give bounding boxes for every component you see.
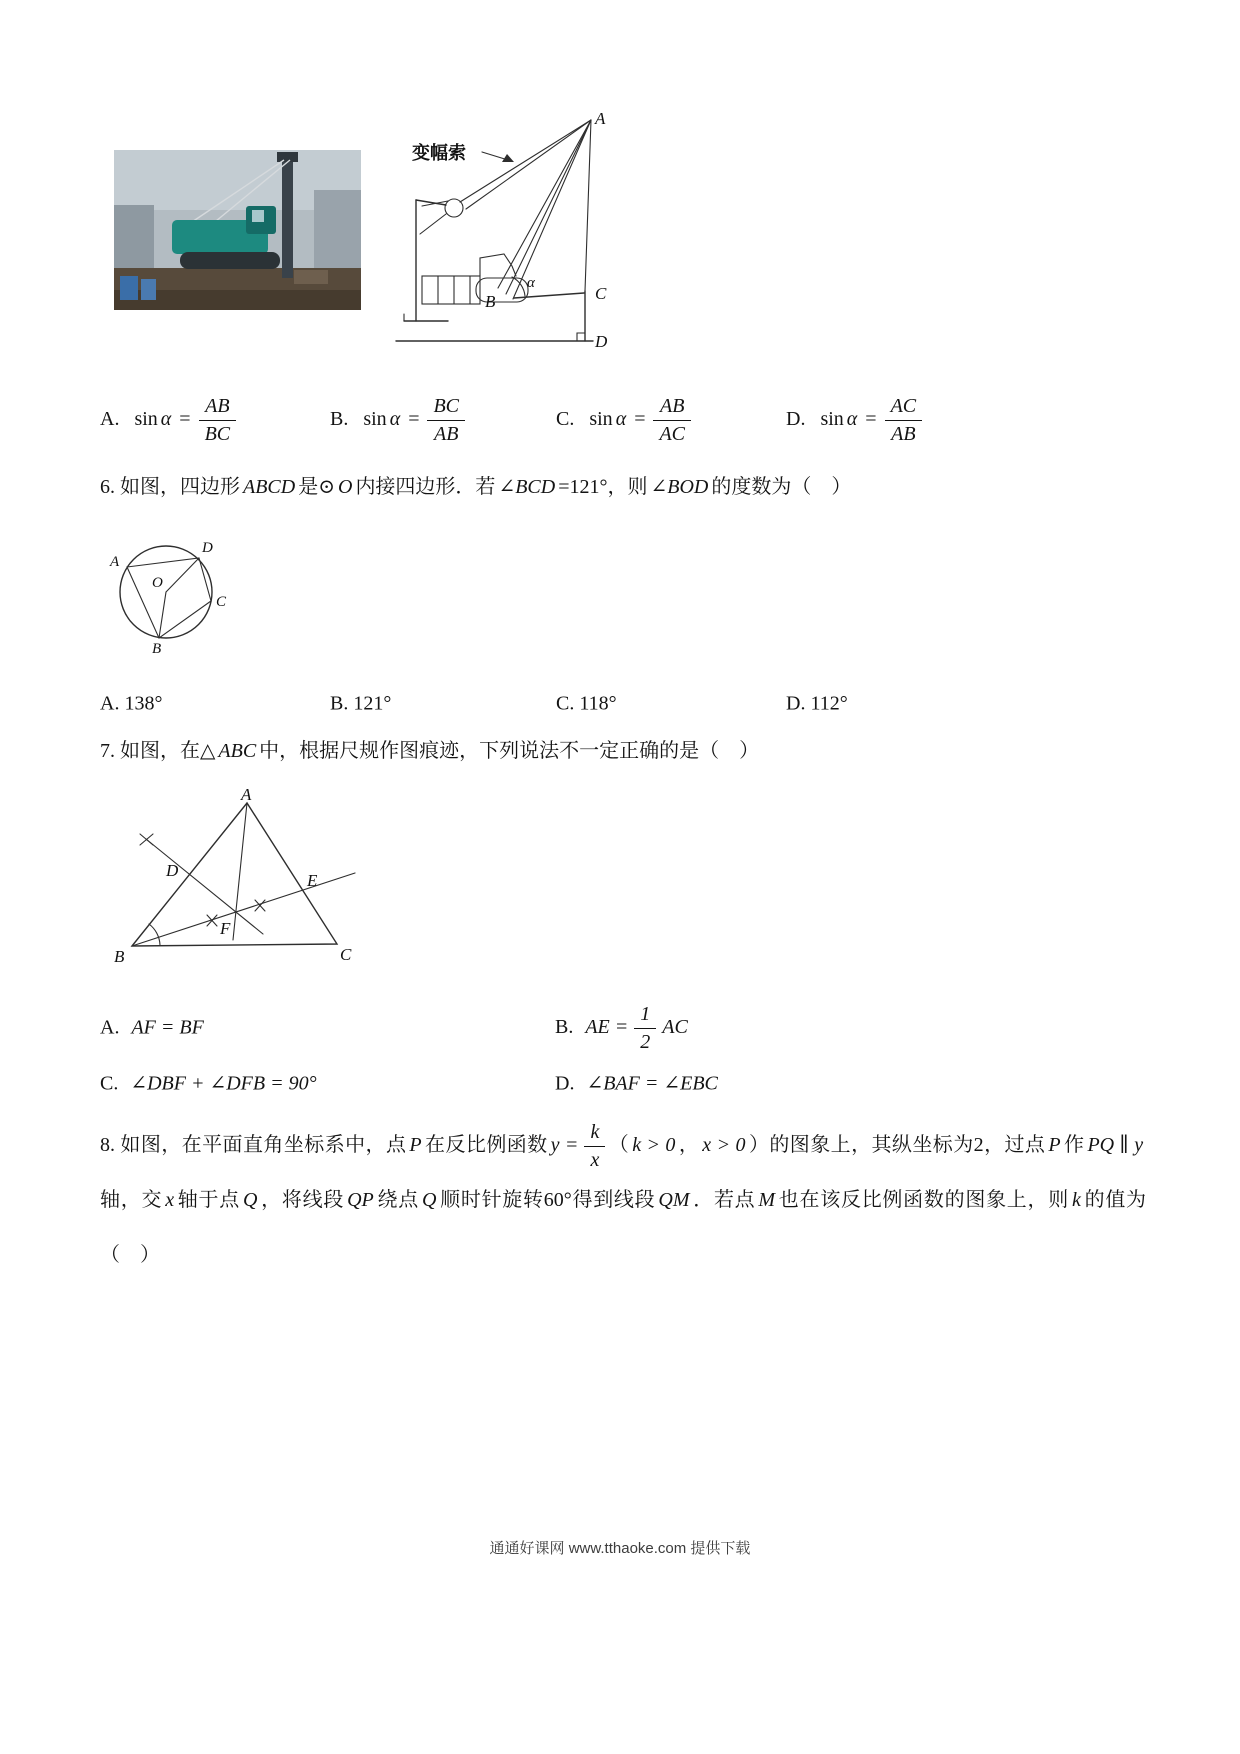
question-8-stem [100,1118,1146,1283]
option-letter: B. [555,1015,574,1038]
point-a-label: A [110,554,120,570]
fraction [584,1121,605,1171]
q7-option-c [100,1071,320,1096]
alpha-var: α [389,407,401,430]
point-c-label: C [216,594,227,610]
math-var: P [409,1134,422,1156]
point-d-label: D [595,332,608,351]
point-b-label: B [485,292,496,311]
q6-option-b: B. 121° [330,692,392,715]
math-var: y = [550,1134,579,1156]
numerator: k [584,1121,605,1147]
q7-options-row-2 [100,1062,1145,1104]
page-footer: 通通好课网 www.tthaoke.com 提供下载 [489,1540,751,1557]
q5-option-c [556,395,694,445]
equals-sign: = [634,407,646,430]
fraction [634,1003,656,1053]
math-expression: ∠BAF = ∠EBC [586,1072,718,1095]
stem-text: 顺时针旋转60°得到线段 [439,1189,656,1211]
equals-sign: = [408,407,420,430]
point-b-label: B [152,641,162,657]
q5-option-a [100,395,239,445]
math-expression: AC [662,1015,688,1038]
point-d-label: D [166,861,179,880]
math-var: ∠BOD [650,476,709,498]
stem-text: 8. 如图，在平面直角坐标系中，点 [100,1134,407,1156]
stem-text: ）的图象上，其纵坐标为2，过点 [748,1134,1046,1156]
point-c-label: C [340,945,352,964]
q6-options-row [100,684,1145,724]
option-letter: B. [330,407,349,430]
fraction [653,395,691,445]
option-letter: D. [786,407,806,430]
equals-sign: = [179,407,191,430]
q6-option-a: A. 138° [100,692,163,715]
option-letter: C. [100,1072,119,1095]
stem-text: 也在该反比例函数的图象上，则 [778,1189,1069,1211]
cable-label: 变幅索 [412,143,466,163]
denominator: AB [434,423,459,445]
math-var: P [1048,1134,1061,1156]
option-letter: A. [100,407,120,430]
q7-option-b [555,1003,691,1053]
drill-rig-photo-art [114,150,361,310]
stem-text: 7. 如图，在 [100,740,200,762]
math-var: QM [658,1189,690,1211]
stem-text: 6. 如图，四边形 [100,476,240,498]
point-d-label: D [202,540,213,556]
q7-options-row-1 [100,1000,1145,1056]
math-var: k > 0 [632,1134,676,1156]
triangle-figure [112,788,357,973]
math-var: k [1071,1189,1081,1211]
alpha-var: α [846,407,858,430]
triangle-figure-art [112,788,357,973]
math-expression: ∠DBF + ∠DFB = 90° [130,1072,317,1095]
stem-text: 的值为（ ） [100,1189,1147,1266]
math-var: ∠BCD [498,476,556,498]
stem-text: 是⊙ [298,476,335,498]
point-a-label: A [595,109,606,128]
stem-text: =121°，则 [558,476,648,498]
stem-text: 轴，交 [100,1189,163,1211]
point-f-label: F [220,919,231,938]
center-o-label: O [152,575,163,591]
stem-text: （ [608,1134,630,1156]
math-var: QP [347,1189,374,1211]
numerator: AB [199,395,237,421]
math-expression: AE = [585,1015,629,1038]
point-b-label: B [114,947,125,966]
q5-option-b [330,395,468,445]
denominator: x [590,1149,600,1172]
math-var: M [758,1189,776,1211]
math-var: O [337,476,353,498]
math-var: ABCD [243,476,296,498]
sin-function: sin [589,407,613,430]
alpha-var: α [615,407,627,430]
crane-schematic-art [386,108,631,353]
alpha-var: α [160,407,172,430]
denominator: AB [891,423,916,445]
stem-text: 轴于点 [177,1189,240,1211]
option-letter: C. [556,407,575,430]
math-var: x > 0 [702,1134,746,1156]
question-6-stem [100,472,851,502]
sin-function: sin [363,407,387,430]
fraction [199,395,237,445]
drill-rig-photo [114,150,361,310]
stem-text: 内接四边形．若 [355,476,496,498]
numerator: 1 [634,1003,656,1029]
q5-options-row [100,390,1145,450]
stem-text: ， [678,1134,700,1156]
option-letter: D. [555,1072,575,1095]
sin-function: sin [134,407,158,430]
math-var: ABC [218,740,257,762]
crane-schematic [386,108,631,353]
sin-function: sin [820,407,844,430]
q7-option-a [100,1017,207,1040]
math-var: PQ ∥ y [1087,1134,1144,1156]
numerator: AC [885,395,923,421]
math-var: x [165,1189,175,1211]
q7-option-d [555,1071,721,1096]
numerator: BC [427,395,465,421]
math-var: Q [421,1189,437,1211]
question-7-stem [100,736,759,766]
q6-option-c: C. 118° [556,692,617,715]
fraction [885,395,923,445]
numerator: AB [653,395,691,421]
point-e-label: E [307,871,318,890]
stem-text: 的度数为（ ） [711,476,852,498]
stem-text: 中，根据尺规作图痕迹，下列说法不一定正确的是（ ） [259,740,760,762]
stem-text: ，将线段 [260,1189,345,1211]
point-a-label: A [241,788,252,804]
equals-sign: = [865,407,877,430]
fraction [427,395,465,445]
option-letter: A. [100,1016,120,1039]
triangle-symbol: △ [200,740,216,762]
circle-figure [104,526,238,660]
stem-text: 绕点 [376,1189,419,1211]
math-expression: AF = BF [131,1016,204,1039]
point-c-label: C [595,284,607,303]
denominator: AC [659,423,686,445]
stem-text: ．若点 [692,1189,756,1211]
denominator: 2 [640,1031,651,1053]
stem-text: 作 [1063,1134,1085,1156]
alpha-label: α [527,275,535,291]
q5-option-d [786,395,925,445]
q6-option-d: D. 112° [786,692,848,715]
math-var: Q [242,1189,258,1211]
denominator: BC [204,423,231,445]
stem-text: 在反比例函数 [424,1134,548,1156]
circle-figure-art [104,526,238,660]
